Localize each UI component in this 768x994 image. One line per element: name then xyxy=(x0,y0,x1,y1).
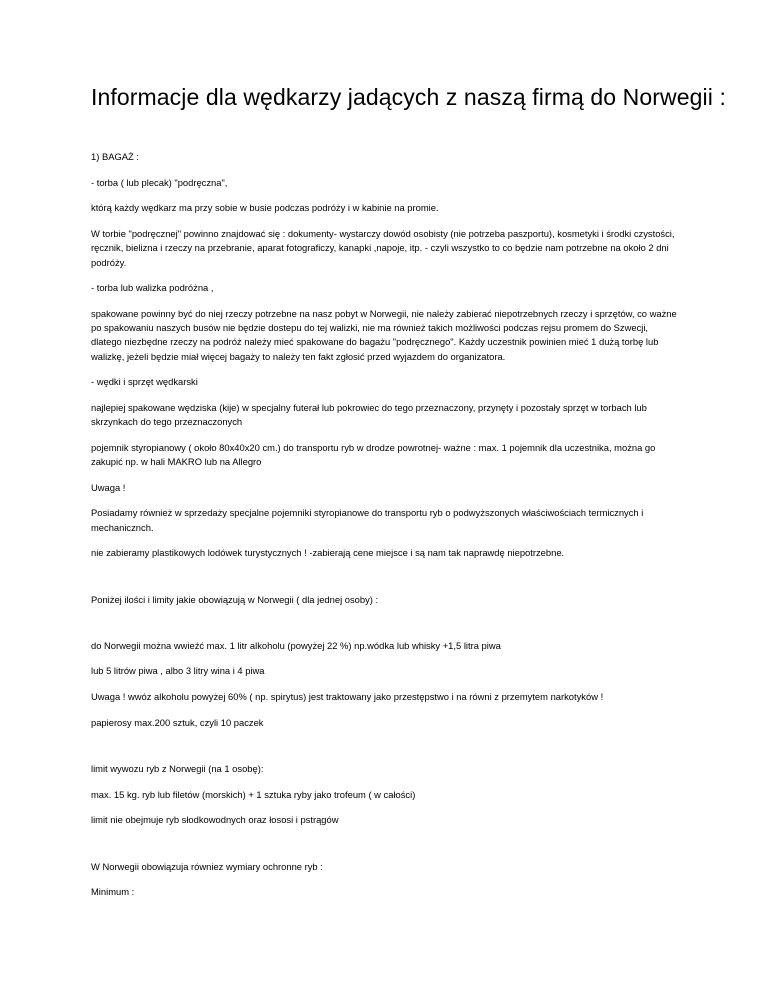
warning-label: Uwaga ! xyxy=(91,481,126,493)
list-item-hand-bag: - torba ( lub plecak) "podręczna", xyxy=(91,176,228,188)
section-heading-baggage: 1) BAGAŻ : xyxy=(91,151,139,162)
fish-export-heading: limit wywozu ryb z Norwegii (na 1 osobę): xyxy=(91,763,264,775)
paragraph: W Norwegii obowiązuja równiez wymiary ochronne ryb : xyxy=(91,860,323,872)
paragraph: najlepiej spakowane wędziska (kije) w specjalny futerał lub pokrowiec do tego przeznaczony, przynęty i pozostały sprzęt w torbach lub skrzynkach do tego przeznaczonych xyxy=(91,401,647,428)
paragraph: W torbie "podręcznej" powinno znajdować się : dokumenty- wystarczy dowód osobisty (nie potrzeba paszportu), kosmetyki i środki czystości, ręcznik, bielizna i rzeczy na przebranie, aparat fotograficzy, kanapki ,napoje, itp. - czyli wszystko to co będzie nam potrzebne na około 2 dni podróży. xyxy=(91,228,675,268)
list-item-fishing-gear: - wędki i sprzęt wędkarski xyxy=(91,376,198,388)
paragraph: Posiadamy również w sprzedaży specjalne pojemniki styropianowe do transportu ryb o podwyższonych właściwościach termicznych i mechanicznch. xyxy=(91,507,644,533)
paragraph: papierosy max.200 sztuk, czyli 10 paczek xyxy=(91,716,264,728)
paragraph: lub 5 litrów piwa , albo 3 litry wina i 4 piwa xyxy=(91,665,265,677)
list-item-suitcase: - torba lub walizka podróżna , xyxy=(91,282,214,294)
paragraph: limit nie obejmuje ryb słodkowodnych oraz łososi i pstrągów xyxy=(91,814,339,826)
paragraph: max. 15 kg. ryb lub filetów (morskich) + 1 sztuka ryby jako trofeum ( w całości) xyxy=(91,788,416,800)
limits-heading: Poniżej ilości i limity jakie obowiązują w Norwegii ( dla jednej osoby) : xyxy=(91,593,379,605)
paragraph: pojemnik styropianowy ( około 80x40x20 cm.) do transportu ryb w drodze powrotnej- ważne : max. 1 pojemnik dla uczestnika, można go zakupić np. w hali MAKRO lub na Allegro xyxy=(91,441,656,468)
paragraph: spakowane powinny być do niej rzeczy potrzebne na nasz pobyt w Norwegii, nie należy zabierać niepotrzebnych rzeczy i sprzętów, co ważne po spakowaniu naszych busów nie będzie dostepu do tej walizki, nie ma również takich możliwości podczas rejsu promem do Szwecji, dlatego niezbędne rzeczy na podróż należy mieć spakowane do bagażu "podręcznego". Każdy uczestnik powinien mieć 1 dużą torbę lub walizkę, jeżeli będzie miał więcej bagaży to należy ten fakt zgłosić przed wyjazdem do organizatora. xyxy=(91,307,677,362)
paragraph: którą każdy wędkarz ma przy sobie w busie podczas podróży i w kabinie na promie. xyxy=(91,202,439,214)
paragraph: nie zabieramy plastikowych lodówek turystycznych ! -zabierają cene miejsce i są nam tak naprawdę niepotrzebne. xyxy=(91,547,565,559)
document-title: Informacje dla wędkarzy jadących z naszą firmą do Norwegii : xyxy=(91,84,726,110)
paragraph: do Norwegii można wwieźć max. 1 litr alkoholu (powyżej 22 %) np.wódka lub whisky +1,5 litra piwa xyxy=(91,639,501,651)
paragraph: Uwaga ! wwóz alkoholu powyżej 60% ( np. spirytus) jest traktowany jako przestępstwo i na równi z przemytem narkotyków ! xyxy=(91,691,604,703)
paragraph: Minimum : xyxy=(91,886,135,898)
document-body xyxy=(91,150,681,911)
